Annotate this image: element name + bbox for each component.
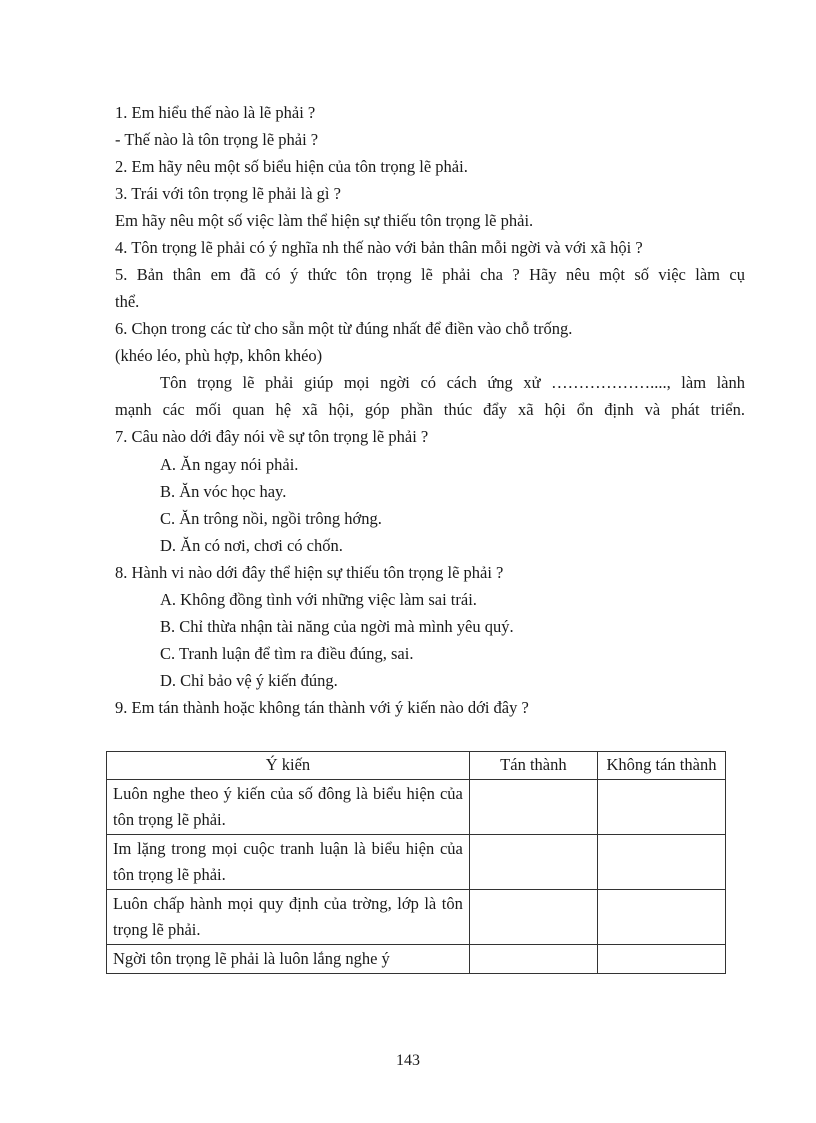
- opinion-cell: Ngời tôn trọng lẽ phải là luôn lắng nghe ý: [107, 945, 470, 974]
- opinion-cell: Luôn chấp hành mọi quy định của trờng, lớp là tôn trọng lẽ phải.: [107, 890, 470, 945]
- question-4: 4. Tôn trọng lẽ phải có ý nghĩa nh thế nào với bản thân mỗi ngời và với xã hội ?: [115, 238, 643, 257]
- disagree-cell[interactable]: [597, 835, 725, 890]
- agree-cell[interactable]: [469, 835, 597, 890]
- agree-cell[interactable]: [469, 780, 597, 835]
- header-agree: Tán thành: [469, 752, 597, 780]
- opinion-table: [106, 751, 726, 974]
- agree-cell[interactable]: [469, 945, 597, 974]
- question-6: 6. Chọn trong các từ cho sẵn một từ đúng nhất để điền vào chỗ trống.: [115, 319, 573, 338]
- disagree-cell[interactable]: [597, 780, 725, 835]
- question-6-sentence-cont: mạnh các mối quan hệ xã hội, góp phần thúc đẩy xã hội ổn định và phát triển.: [115, 400, 745, 419]
- disagree-cell[interactable]: [597, 890, 725, 945]
- agree-cell[interactable]: [469, 890, 597, 945]
- q7-option-d: D. Ăn có nơi, chơi có chốn.: [160, 536, 343, 555]
- question-7: 7. Câu nào dới đây nói về sự tôn trọng lẽ phải ?: [115, 427, 429, 446]
- opinion-cell: Im lặng trong mọi cuộc tranh luận là biểu hiện của tôn trọng lẽ phải.: [107, 835, 470, 890]
- question-6-sentence: Tôn trọng lẽ phải giúp mọi ngời có cách ứng xử ………………...., làm lành: [160, 373, 745, 392]
- table-row: [107, 835, 726, 890]
- page-number: 143: [396, 1052, 420, 1069]
- q7-option-b: B. Ăn vóc học hay.: [160, 482, 287, 501]
- question-3-sub: Em hãy nêu một số việc làm thể hiện sự thiếu tôn trọng lẽ phải.: [115, 211, 534, 230]
- opinion-cell: Luôn nghe theo ý kiến của số đông là biểu hiện của tôn trọng lẽ phải.: [107, 780, 470, 835]
- q8-option-d: D. Chỉ bảo vệ ý kiến đúng.: [160, 671, 338, 690]
- question-1-sub: - Thế nào là tôn trọng lẽ phải ?: [115, 130, 319, 149]
- question-8: 8. Hành vi nào dới đây thể hiện sự thiếu tôn trọng lẽ phải ?: [115, 563, 504, 582]
- question-1: 1. Em hiểu thế nào là lẽ phải ?: [115, 103, 316, 122]
- question-2: 2. Em hãy nêu một số biểu hiện của tôn trọng lẽ phải.: [115, 157, 468, 176]
- header-disagree: Không tán thành: [597, 752, 725, 780]
- q8-option-b: B. Chỉ thừa nhận tài năng của ngời mà mình yêu quý.: [160, 617, 514, 636]
- question-5-cont: thể.: [115, 292, 140, 311]
- disagree-cell[interactable]: [597, 945, 725, 974]
- table-header-row: [107, 752, 726, 780]
- question-5: 5. Bản thân em đã có ý thức tôn trọng lẽ phải cha ? Hãy nêu một số việc làm cụ: [115, 265, 745, 284]
- header-opinion: Ý kiến: [107, 752, 470, 780]
- question-6-choices: (khéo léo, phù hợp, khôn khéo): [115, 346, 323, 365]
- table-row: [107, 890, 726, 945]
- table-row: [107, 945, 726, 974]
- question-3: 3. Trái với tôn trọng lẽ phải là gì ?: [115, 184, 341, 203]
- table-row: [107, 780, 726, 835]
- question-9: 9. Em tán thành hoặc không tán thành với ý kiến nào dới đây ?: [115, 698, 529, 717]
- q8-option-c: C. Tranh luận để tìm ra điều đúng, sai.: [160, 644, 414, 663]
- q7-option-a: A. Ăn ngay nói phải.: [160, 455, 299, 474]
- q7-option-c: C. Ăn trông nồi, ngồi trông hớng.: [160, 509, 382, 528]
- q8-option-a: A. Không đồng tình với những việc làm sai trái.: [160, 590, 477, 609]
